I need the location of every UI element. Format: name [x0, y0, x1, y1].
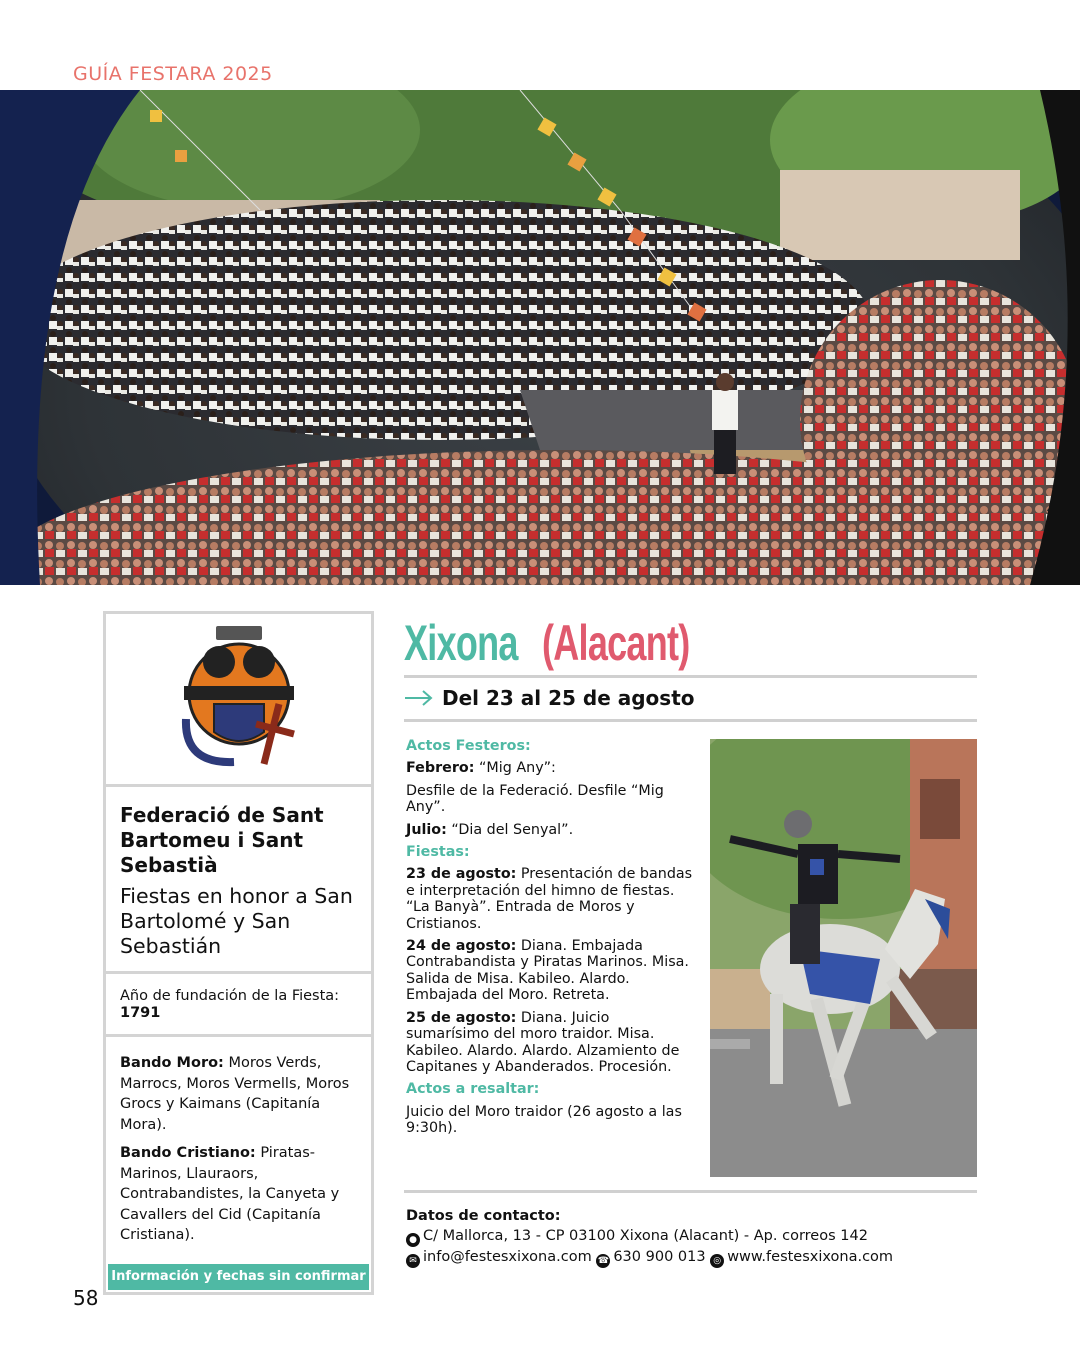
fiestas-heading: Fiestas:: [406, 844, 470, 861]
contact-block: [406, 1206, 893, 1268]
contact-label: Datos de contacto:: [406, 1208, 561, 1224]
divider: [404, 675, 977, 678]
jul-label: Julio:: [406, 821, 447, 838]
hero-photo: [0, 90, 1080, 585]
highlight-text: Juicio del Moro traidor (26 agosto a las 9:30h).: [406, 1103, 682, 1137]
location-icon: ●: [406, 1233, 420, 1247]
actos-festeros-heading: Actos Festeros:: [406, 738, 531, 754]
day23-label: 23 de agosto:: [406, 866, 517, 883]
moor-text: Moros Verds, Marrocs, Moros Vermells, Moros Grocs y Kaimans (Capitanía Mora).: [120, 1055, 350, 1133]
federation-name: Federació de Sant Bartomeu i Sant Sebastià: [120, 803, 324, 877]
feb-text: Desfile de la Federació. Desfile “Mig Any”.: [406, 782, 664, 816]
contact-address: C/ Mallorca, 13 - CP 03100 Xixona (Alacant) - Ap. correos 142: [423, 1228, 868, 1244]
divider: [404, 1190, 977, 1193]
founding-label: Año de fundación de la Fiesta:: [120, 988, 340, 1004]
day24-label: 24 de agosto:: [406, 938, 517, 955]
founding-info: [106, 974, 371, 1037]
page-title: [404, 602, 747, 672]
highlight-heading: Actos a resaltar:: [406, 1081, 540, 1098]
contact-web[interactable]: www.festesxixona.com: [727, 1249, 894, 1265]
program-text: [406, 738, 696, 1143]
day25-label: 25 de agosto:: [406, 1009, 517, 1026]
unconfirmed-notice: Información y fechas sin confirmar: [108, 1264, 369, 1290]
day25-text: Diana. Juicio sumarísimo del moro traidor. Misa. Kabileo. Alardo. Alardo. Alzamiento de Capitanes y Abanderados. Procesión.: [406, 1009, 680, 1075]
feb-title: “Mig Any”:: [479, 760, 556, 777]
day23-text: Presentación de bandas e interpretación del himno de fiestas. “La Banyà”. Entrada de Moros y Cristianos.: [406, 866, 693, 932]
moor-label: Bando Moro:: [120, 1055, 224, 1071]
province-name: (Alacant): [541, 615, 690, 671]
day24-text: Diana. Embajada Contrabandista y Piratas Marinos. Misa. Salida de Misa. Kabileo. Alardo. Embajada del Moro. Retreta.: [406, 938, 689, 1004]
festival-subtitle: Fiestas en honor a San Bartolomé y San Sebastián: [120, 884, 353, 958]
phone-icon: ☎: [597, 1256, 609, 1266]
globe-icon: ◎: [710, 1254, 724, 1268]
guide-header: GUÍA FESTARA 2025: [73, 63, 273, 85]
christian-label: Bando Cristiano:: [120, 1145, 256, 1161]
divider: [404, 719, 977, 722]
bands-info: [106, 1037, 371, 1264]
page-number: 58: [73, 1286, 99, 1310]
federation-logo: [106, 614, 371, 787]
email-icon: ✉: [406, 1254, 420, 1268]
founding-year: 1791: [120, 1005, 161, 1021]
town-name: Xixona: [404, 615, 518, 671]
contact-phone[interactable]: 630 900 013: [613, 1249, 706, 1265]
arrow-right-icon: [404, 690, 434, 706]
jul-text: “Dia del Senyal”.: [451, 821, 574, 838]
feb-label: Febrero:: [406, 760, 475, 777]
dates-row: [404, 686, 695, 710]
christian-text: Piratas-Marinos, Llauraors, Contrabandistes, la Canyeta y Cavallers del Cid (Capitanía Cristiana).: [120, 1145, 340, 1243]
contact-email[interactable]: info@festesxixona.com: [423, 1249, 592, 1265]
federation-card: [103, 611, 374, 1295]
rider-photo: [710, 739, 977, 1177]
festival-dates: Del 23 al 25 de agosto: [442, 686, 695, 710]
